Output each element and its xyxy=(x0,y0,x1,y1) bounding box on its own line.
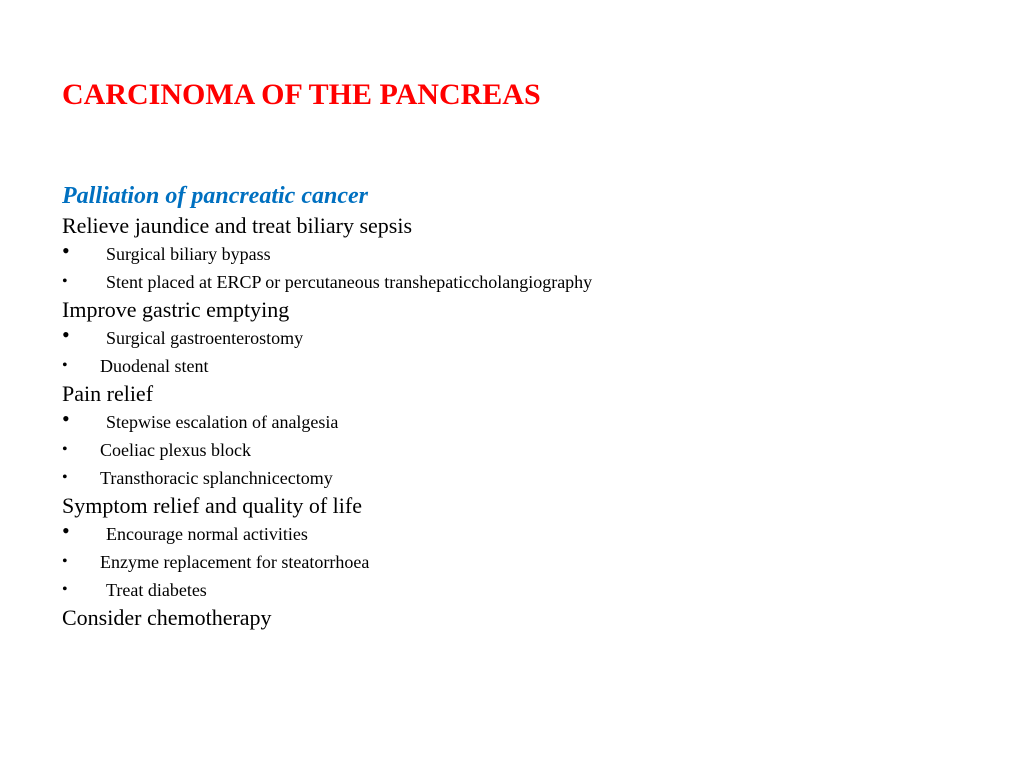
section-heading: Improve gastric emptying xyxy=(62,297,290,322)
list-item xyxy=(62,464,1002,492)
list-item-text: Transthoracic splanchnicectomy xyxy=(100,468,333,488)
list-item-text: Enzyme replacement for steatorrhoea xyxy=(100,552,370,572)
slide-subtitle: Palliation of pancreatic cancer xyxy=(62,183,368,209)
list-item xyxy=(62,352,1002,380)
bullet-icon: • xyxy=(62,357,68,374)
bullet-icon: • xyxy=(62,553,68,570)
list-item-text: Stent placed at ERCP or percutaneous transhepaticcholangiography xyxy=(106,272,593,292)
list-item xyxy=(62,548,1002,576)
bullet-icon: • xyxy=(62,469,68,486)
bullet-icon: • xyxy=(62,273,68,290)
section-heading: Symptom relief and quality of life xyxy=(62,493,362,518)
list-item-text: Encourage normal activities xyxy=(106,524,308,544)
bullet-icon: • xyxy=(62,441,68,458)
list-item-text: Surgical gastroenterostomy xyxy=(106,328,304,348)
bullet-icon: • xyxy=(62,322,70,347)
list-item-text: Coeliac plexus block xyxy=(100,440,251,460)
section-heading: Relieve jaundice and treat biliary sepsis xyxy=(62,213,413,238)
bullet-icon: • xyxy=(62,581,68,598)
list-item-text: Stepwise escalation of analgesia xyxy=(106,412,339,432)
section-heading: Pain relief xyxy=(62,381,154,406)
bullet-icon: • xyxy=(62,518,70,543)
list-item xyxy=(62,520,1002,548)
list-item xyxy=(62,240,1002,268)
list-item-text: Surgical biliary bypass xyxy=(106,244,271,264)
list-item xyxy=(62,576,1002,604)
list-item-text: Treat diabetes xyxy=(106,580,207,600)
list-item xyxy=(62,324,1002,352)
section-heading: Consider chemotherapy xyxy=(62,605,272,630)
list-item xyxy=(62,408,1002,436)
bullet-icon: • xyxy=(62,238,70,263)
bullet-icon: • xyxy=(62,406,70,431)
list-item xyxy=(62,268,1002,296)
list-item xyxy=(62,436,1002,464)
slide-title: CARCINOMA OF THE PANCREAS xyxy=(62,78,541,111)
slide-body xyxy=(62,180,1002,632)
list-item-text: Duodenal stent xyxy=(100,356,209,376)
